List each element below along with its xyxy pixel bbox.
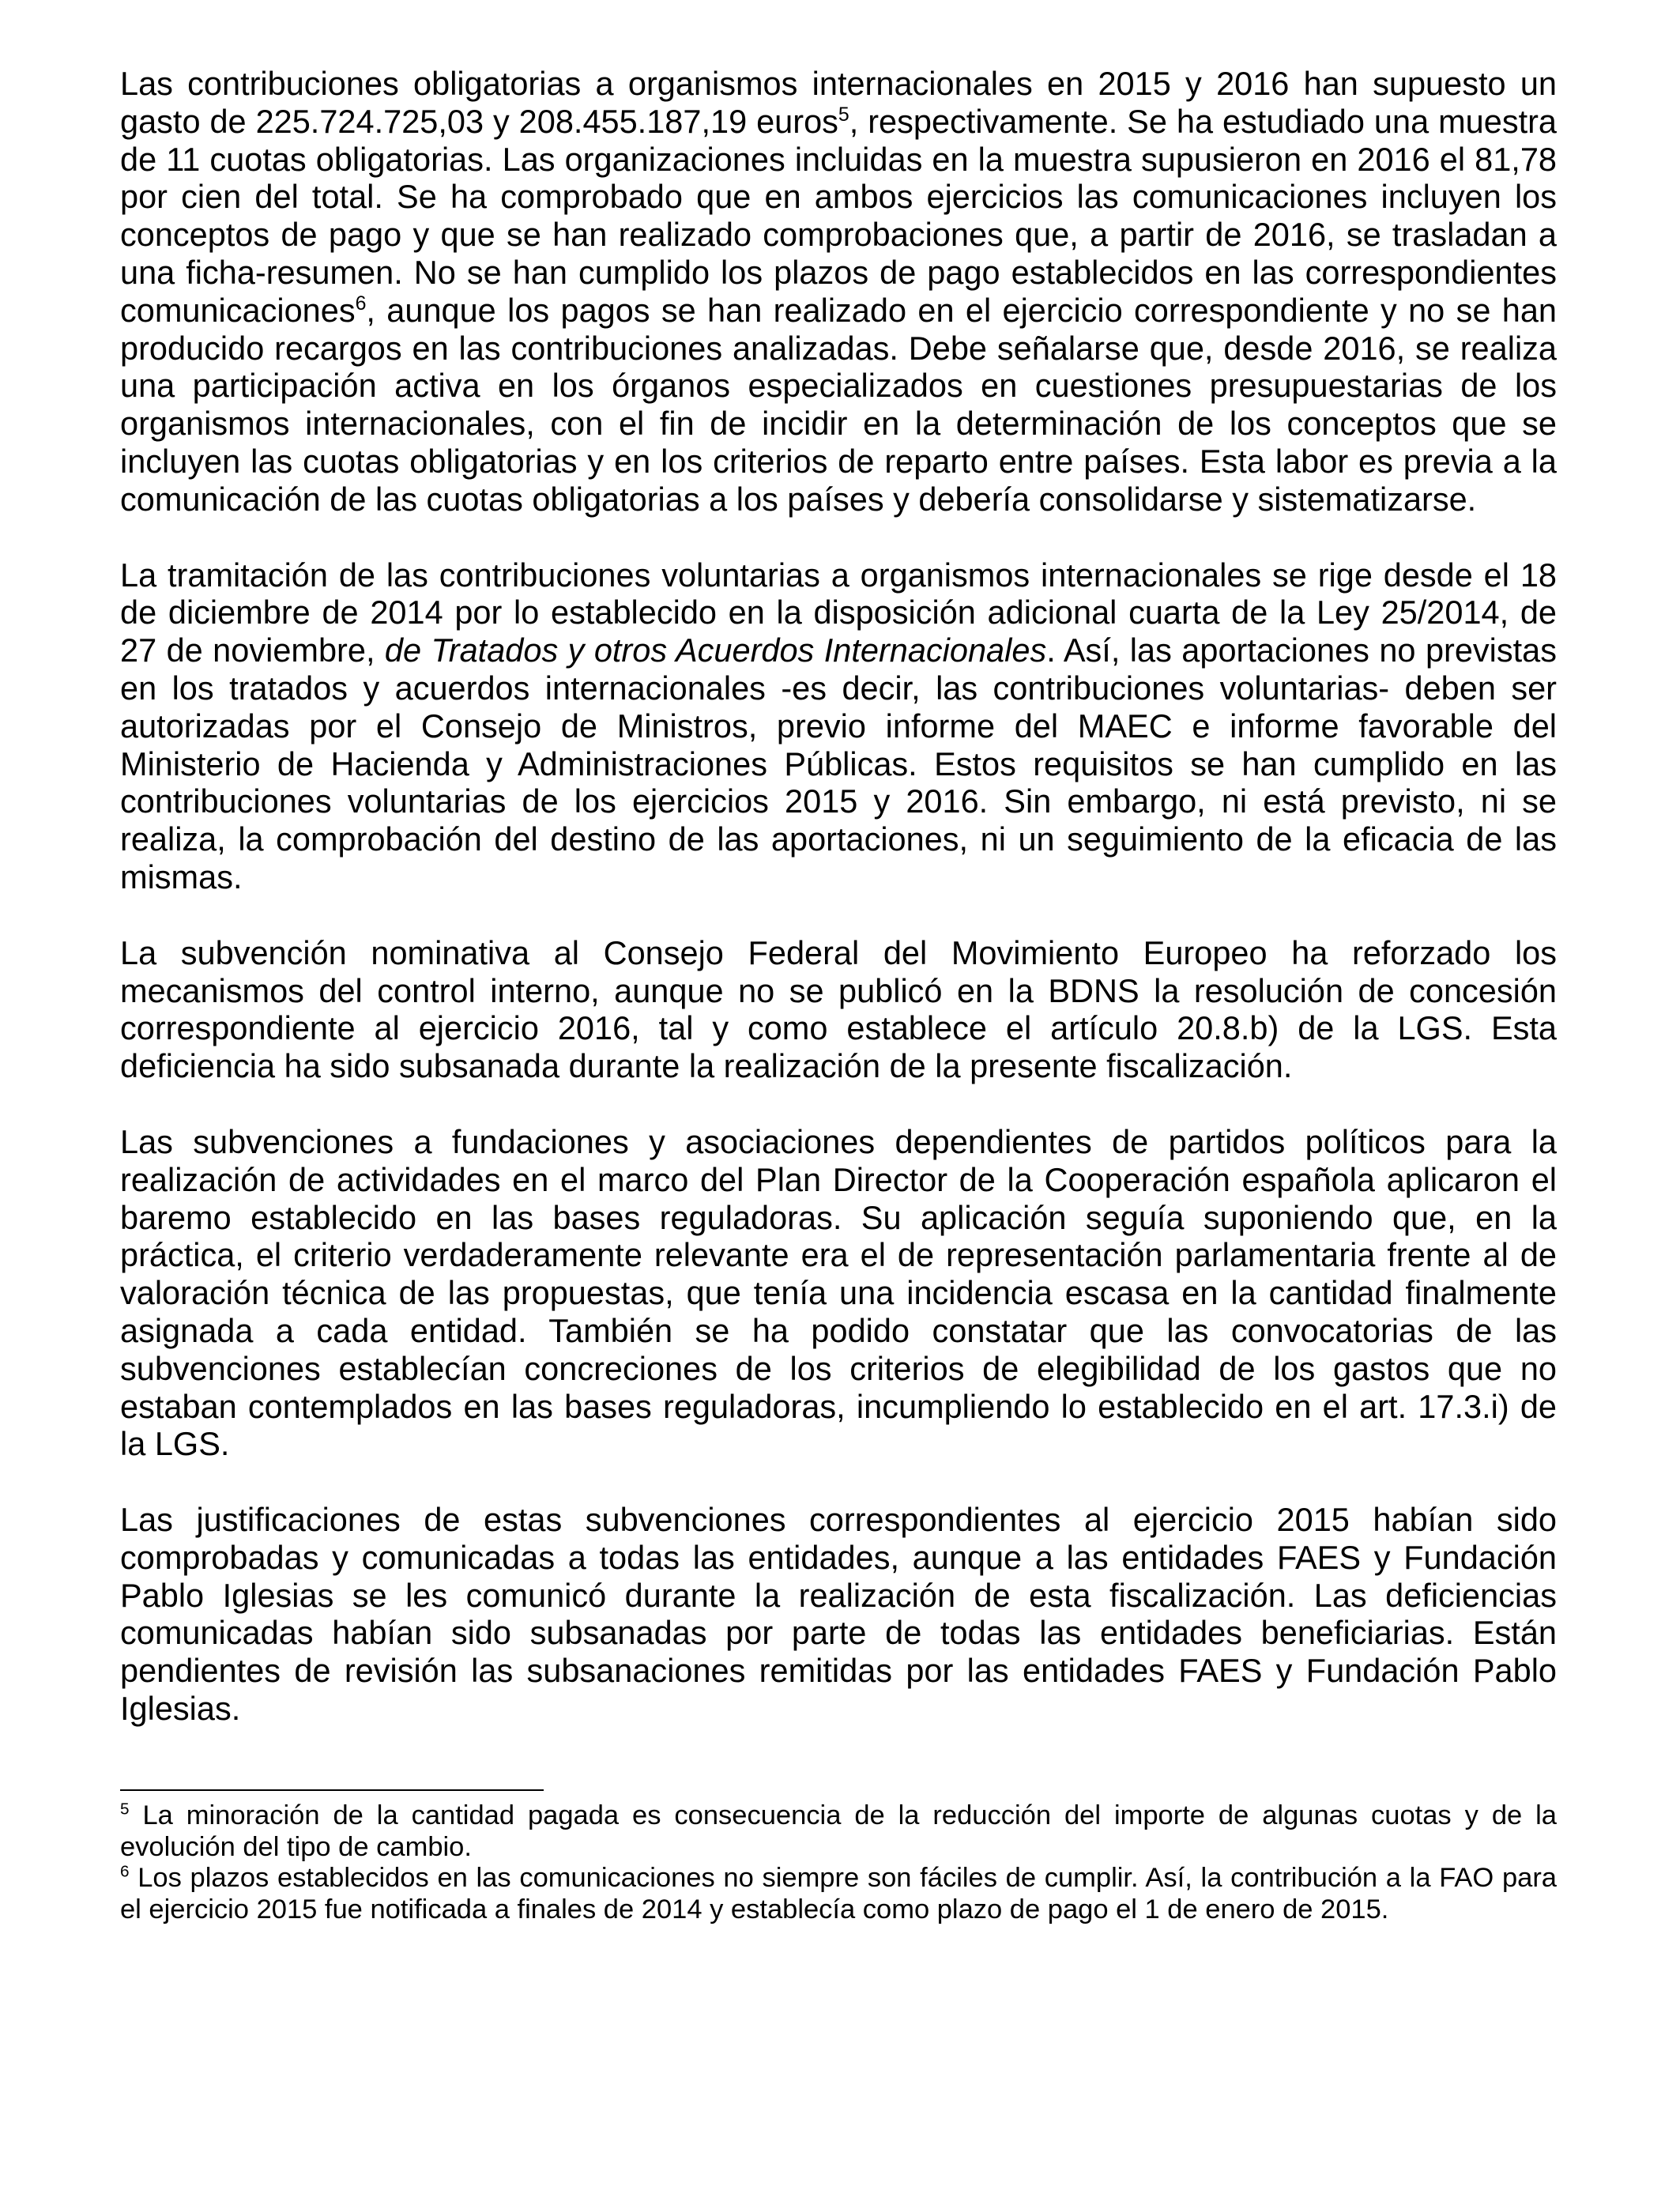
document-body bbox=[120, 65, 1557, 1728]
paragraph-subvencion-nominativa: La subvención nominativa al Consejo Federal del Movimiento Europeo ha reforzado los mecanismos del control interno, aunque no se publicó en la BDNS la resolución de concesión correspondiente al ejercicio 2016, tal y como establece el artículo 20.8.b) de la LGS. Esta deficiencia ha sido subsanada durante la realización de la presente fiscalización. bbox=[120, 933, 1557, 1085]
paragraph-text: , aunque los pagos se han realizado en el ejercicio correspondiente y no se han producido recargos en las contribuciones analizadas. Debe señalarse que, desde 2016, se realiza una participación activa en los órganos especializados en cuestiones presupuestarias de los organismos internacionales, con el fin de incidir en la determinación de los conceptos que se incluyen las cuotas obligatorias y en los criterios de reparto entre países. Esta labor es previa a la comunicación de las cuotas obligatorias a los países y debería consolidarse y sistematizarse. bbox=[120, 291, 1557, 518]
paragraph-text: . Así, las aportaciones no previstas en los tratados y acuerdos internacionales -es decir, las contribuciones voluntarias- deben ser autorizadas por el Consejo de Ministros, previo informe del MAEC e informe favorable del Ministerio de Hacienda y Administraciones Públicas. Estos requisitos se han cumplido en las contribuciones voluntarias de los ejercicios 2015 y 2016. Sin embargo, ni está previsto, ni se realiza, la comprobación del destino de las aportaciones, ni un seguimiento de la eficacia de las mismas. bbox=[120, 631, 1558, 895]
paragraph-text: Las contribuciones obligatorias a organismos internacionales en 2015 y 2016 han supuesto un gasto de 225.724.725,03 y 208.455.187,19 euros bbox=[120, 65, 1557, 140]
footnote-5 bbox=[120, 1800, 1557, 1863]
footnote-marker: 6 bbox=[120, 1862, 130, 1881]
paragraph-justificaciones: Las justificaciones de estas subvenciones correspondientes al ejercicio 2015 habían sido comprobadas y comunicadas a todas las entidades, aunque a las entidades FAES y Fundación Pablo Iglesias se les comunicó durante la realización de esta fiscalización. Las deficiencias comunicadas habían sido subsanadas por parte de todas las entidades beneficiarias. Están pendientes de revisión las subsanaciones remitidas por las entidades FAES y Fundación Pablo Iglesias. bbox=[120, 1501, 1557, 1728]
paragraph-contribuciones-voluntarias bbox=[120, 556, 1557, 896]
footnote-marker: 5 bbox=[120, 1800, 130, 1819]
footnote-6 bbox=[120, 1863, 1557, 1925]
paragraph-subvenciones-fundaciones: Las subvenciones a fundaciones y asociaciones dependientes de partidos políticos para la realización de actividades en el marco del Plan Director de la Cooperación española aplicaron el baremo establecido en las bases reguladoras. Su aplicación seguía suponiendo que, en la práctica, el criterio verdaderamente relevante era el de representación parlamentaria frente al de valoración técnica de las propuestas, que tenía una incidencia escasa en la cantidad finalmente asignada a cada entidad. También se ha podido constatar que las convocatorias de las subvenciones establecían concreciones de los criterios de elegibilidad de los gastos que no estaban contemplados en las bases reguladoras, incumpliendo lo establecido en el art. 17.3.i) de la LGS. bbox=[120, 1122, 1557, 1463]
footnote-ref-6[interactable]: 6 bbox=[355, 292, 367, 315]
paragraph-contribuciones-obligatorias bbox=[120, 65, 1557, 518]
footnote-ref-5[interactable]: 5 bbox=[838, 103, 849, 126]
footnotes bbox=[120, 1800, 1557, 1925]
footnote-text: La minoración de la cantidad pagada es consecuencia de la reducción del importe de algunas cuotas y de la evolución del tipo de cambio. bbox=[120, 1800, 1557, 1862]
footnote-separator bbox=[120, 1789, 544, 1791]
paragraph-text: La tramitación de las contribuciones voluntarias a organismos internacionales se rige desde el 18 de diciembre de 2014 por lo establecido en la disposición adicional cuarta de la Ley 25/2014, de 27 de noviembre, bbox=[120, 556, 1557, 669]
paragraph-text: , respectivamente. Se ha estudiado una muestra de 11 cuotas obligatorias. Las organizaciones incluidas en la muestra supusieron en 2016 el 81,78 por cien del total. Se ha comprobado que en ambos ejercicios las comunicaciones incluyen los conceptos de pago y que se han realizado comprobaciones que, a partir de 2016, se trasladan a una ficha-resumen. No se han cumplido los plazos de pago establecidos en las correspondientes comunicaciones bbox=[120, 102, 1557, 329]
footnote-text: Los plazos establecidos en las comunicaciones no siempre son fáciles de cumplir. Así, la contribución a la FAO para el ejercicio 2015 fue notificada a finales de 2014 y establecía como plazo de pago el 1 de enero de 2015. bbox=[120, 1863, 1557, 1924]
law-title-italic: de Tratados y otros Acuerdos Internacionales bbox=[384, 631, 1047, 669]
